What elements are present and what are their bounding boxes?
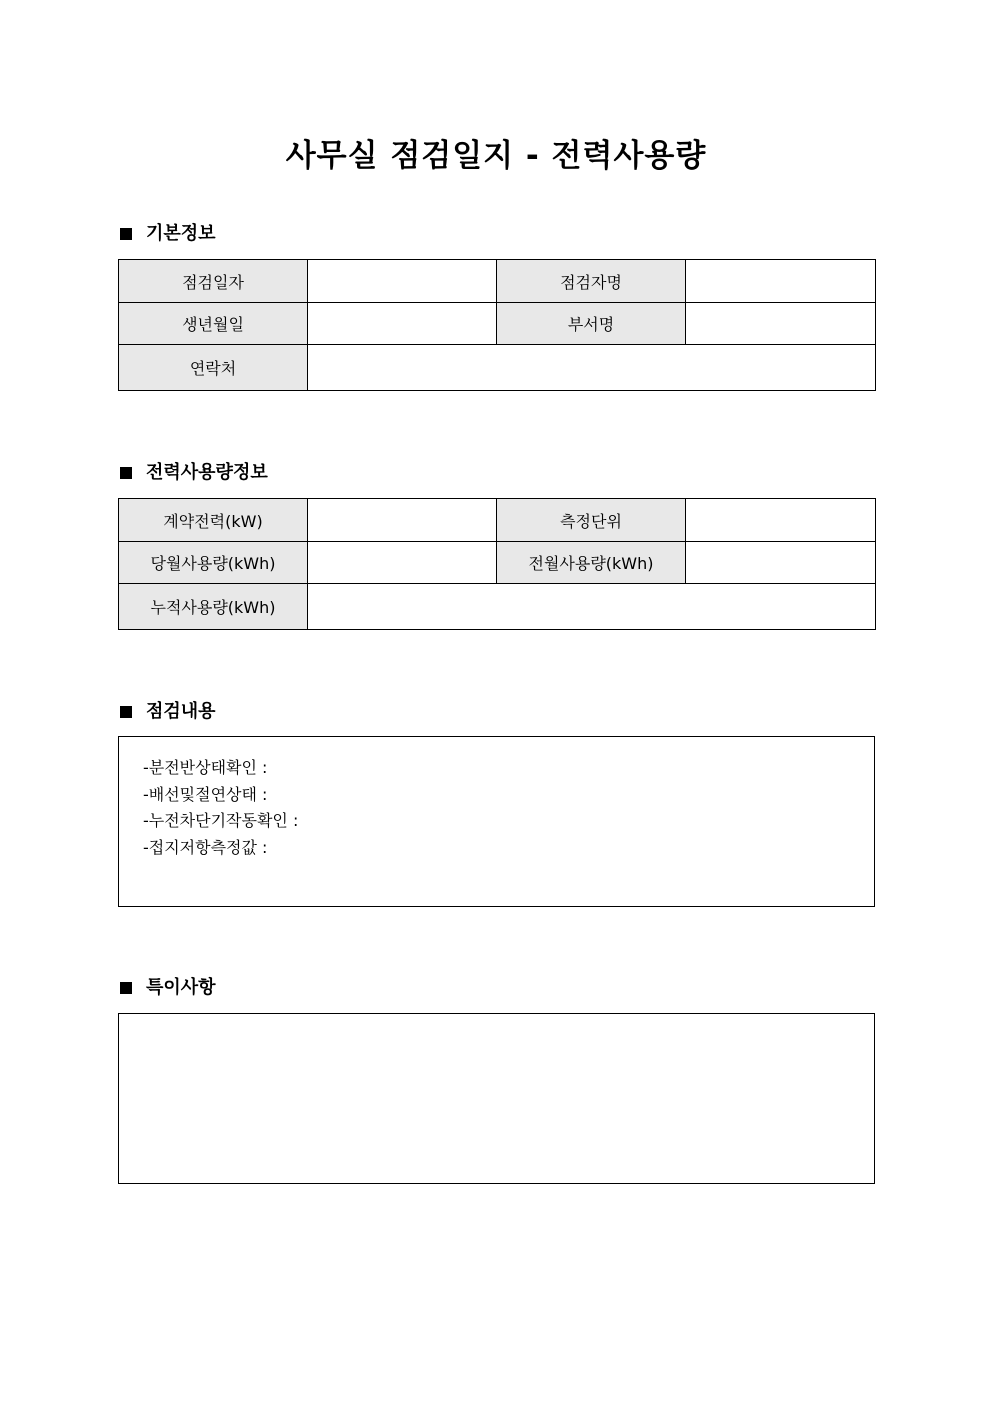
department-label: 부서명: [497, 303, 686, 345]
this-month-usage-label: 당월사용량(kWh): [119, 542, 308, 584]
inspection-list: [143, 755, 298, 861]
section-heading-remarks: [118, 976, 216, 1000]
table-row: [119, 542, 876, 584]
birth-date-label: 생년월일: [119, 303, 308, 345]
measure-unit-field[interactable]: [686, 499, 876, 542]
table-row: [119, 260, 876, 303]
inspection-date-label: 점검일자: [119, 260, 308, 303]
basic-info-table: [118, 259, 876, 391]
contract-power-field[interactable]: [308, 499, 497, 542]
cumulative-usage-label: 누적사용량(kWh): [119, 584, 308, 630]
contact-field[interactable]: [308, 345, 876, 391]
square-bullet-icon: [120, 467, 132, 479]
birth-date-field[interactable]: [308, 303, 497, 345]
cumulative-usage-field[interactable]: [308, 584, 876, 630]
section-title: 기본정보: [146, 223, 216, 244]
last-month-usage-label: 전월사용량(kWh): [497, 542, 686, 584]
inspection-date-field[interactable]: [308, 260, 497, 303]
page-title: 사무실 점검일지 - 전력사용량: [285, 138, 707, 174]
section-heading-power-info: [118, 461, 268, 485]
contact-label: 연락처: [119, 345, 308, 391]
list-item: -배선및절연상태 :: [143, 784, 268, 804]
table-row: [119, 345, 876, 391]
square-bullet-icon: [120, 228, 132, 240]
inspector-name-field[interactable]: [686, 260, 876, 303]
table-row: [119, 499, 876, 542]
list-item: -누전차단기작동확인 :: [143, 811, 299, 830]
section-title: 점검내용: [146, 701, 216, 722]
section-title: 전력사용량정보: [146, 462, 268, 483]
measure-unit-label: 측정단위: [497, 499, 686, 542]
square-bullet-icon: [120, 982, 132, 994]
power-info-table: [118, 498, 876, 630]
department-field[interactable]: [686, 303, 876, 345]
section-title: 특이사항: [146, 977, 216, 998]
list-item: -분전반상태확인 :: [143, 758, 268, 777]
contract-power-label: 계약전력(kW): [119, 499, 308, 542]
section-heading-inspection: [118, 700, 216, 724]
square-bullet-icon: [120, 706, 132, 718]
remarks-content-box[interactable]: [118, 1013, 875, 1184]
section-heading-basic-info: [118, 222, 216, 246]
table-row: [119, 584, 876, 630]
last-month-usage-field[interactable]: [686, 542, 876, 584]
inspector-name-label: 점검자명: [497, 260, 686, 303]
inspection-content-box[interactable]: [118, 736, 875, 907]
list-item: -접지저항측정값 :: [143, 837, 268, 857]
this-month-usage-field[interactable]: [308, 542, 497, 584]
table-row: [119, 303, 876, 345]
